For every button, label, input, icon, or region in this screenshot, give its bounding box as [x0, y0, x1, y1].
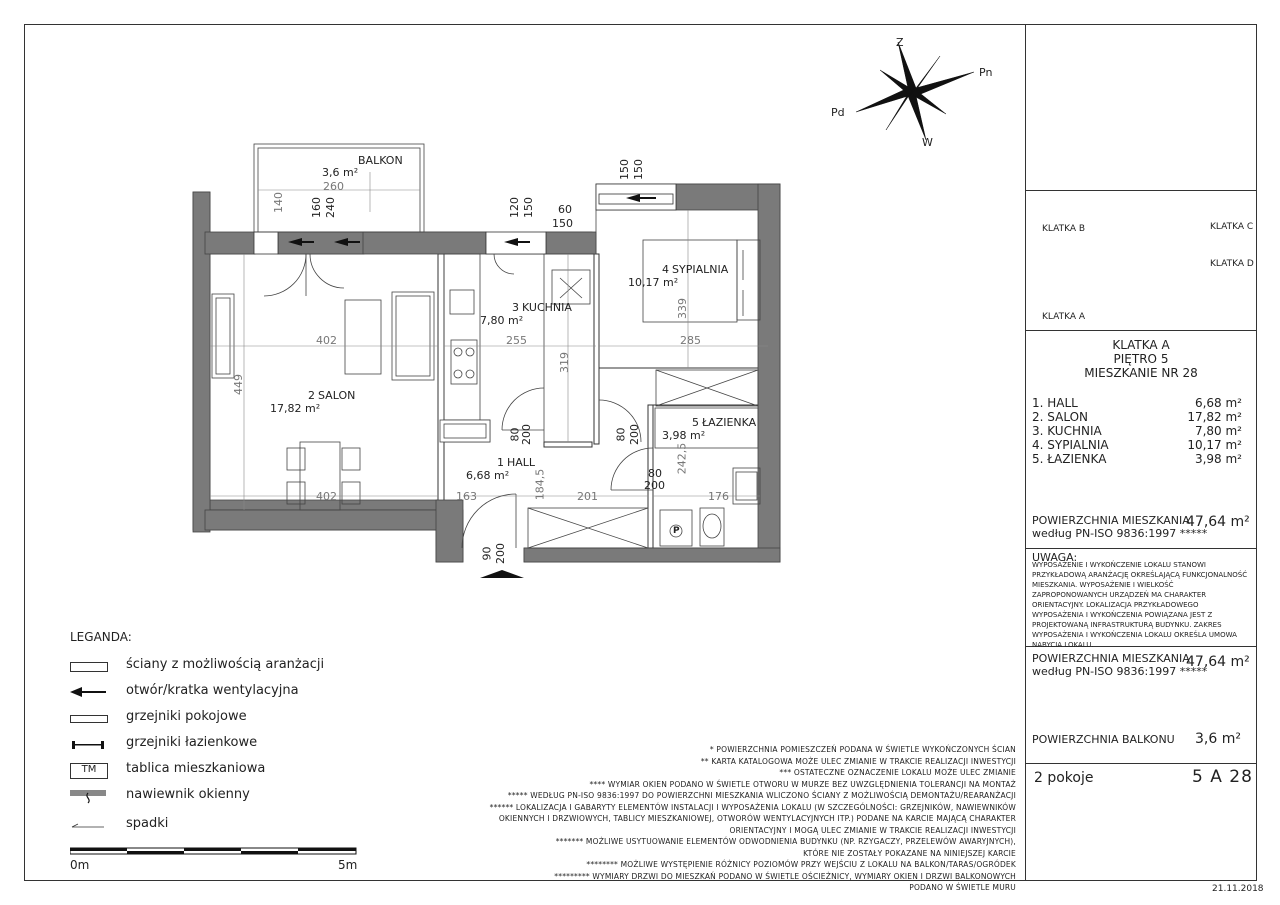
radiator-symbol [70, 715, 108, 723]
dim: 60 [558, 203, 572, 216]
dim: 402 [316, 490, 337, 503]
scale-bar [70, 846, 360, 858]
dim: 449 [232, 374, 245, 395]
key-label: KLATKA B [1042, 224, 1086, 234]
footnote: ******** MOŻLIWE WYSTĘPIENIE RÓŻNICY POZIOMÓW PRZY WEJŚCIU Z LOKALU NA BALKON/TARAS/OGRÓDEK [586, 860, 1016, 869]
dim: 200 [644, 479, 665, 492]
footnote: ***** WEDŁUG PN-ISO 9836:1997 DO POWIERZCHNI MIESZKANIA WLICZONO ŚCIANY Z MOŻLIWOŚCIĄ DEMONTAŻU/REARANŻACJI [507, 791, 1016, 800]
footnote: ** KARTA KATALOGOWA MOŻE ULEC ZMIANIE W TRAKCIE REALIZACJI INWESTYCJI [700, 756, 1016, 766]
footnote: OKIENNYCH I DRZWIOWYCH, TABLICY MIESZKANIOWEJ, OTWORÓW WENTYLACYJNYCH ITP.) PODANE NA KARCIE MAJĄCĄ CHARAKTER [498, 814, 1016, 823]
total-area-norm: według PN-ISO 9836:1997 ***** [1032, 527, 1208, 540]
footnotes [440, 744, 1016, 894]
scale-end: 5m [338, 858, 358, 872]
footnote: ******* MOŻLIWE USYTUOWANIE ELEMENTÓW ODWODNIENIA BUDYNKU (NP. RZYGACZY, PRZELEWÓW AWARYJNYCH), [555, 837, 1016, 846]
dim: 200 [494, 543, 507, 564]
scale-start: 0m [70, 858, 90, 872]
footnote: ****** LOKALIZACJA I GABARYTY ELEMENTÓW INSTALACJI I WYPOSAŻENIA LOKALU (W SZCZEGÓLNOŚCI: GRZEJNIKÓW, NAWIEWNIKÓW [489, 802, 1016, 812]
compass-s: W [922, 136, 933, 149]
salon-area: 17,82 m² [270, 402, 321, 415]
panel-divider [1025, 763, 1257, 764]
unit-apartment: MIESZKANIE NR 28 [1084, 366, 1198, 380]
compass-w: Pd [831, 106, 845, 119]
dim: 319 [558, 352, 571, 373]
kuchnia-num: 3 [512, 301, 519, 314]
dim: 150 [618, 159, 631, 180]
lazienka-name: ŁAZIENKA [702, 416, 757, 429]
total-area-2-label: POWIERZCHNIA MIESZKANIA [1032, 652, 1190, 665]
room-row: 5. ŁAZIENKA 3,98 m² [1032, 452, 1242, 466]
key-label: KLATKA D [1210, 259, 1254, 269]
compass-n: Z [896, 36, 904, 49]
dim: 402 [316, 334, 337, 347]
dim: 285 [680, 334, 701, 347]
panel-divider [1025, 190, 1257, 191]
wardrobe-partition [544, 442, 592, 447]
dim: P [673, 526, 680, 536]
salon-num: 2 [308, 389, 315, 402]
unit-floor: PIĘTRO 5 [1113, 352, 1169, 366]
total-area-value: 47,64 m² [1186, 514, 1250, 530]
dim: 80 [648, 467, 662, 480]
dim: 240 [324, 197, 337, 218]
lazienka-num: 5 [692, 416, 699, 429]
uwaga-title: UWAGA: [1032, 551, 1078, 564]
dim: 200 [628, 424, 641, 445]
vent-symbol [70, 685, 106, 699]
room-row: 4. SYPIALNIA 10,17 m² [1032, 438, 1242, 452]
floor-plan-sheet: Z Pn Pd W BALKON 3,6 m² 2 SALON 17,82 m² 3 KUCHNIA 7,80 m² 4 SYPIALNIA 10,17 m² 5 ŁAZIENKA 3,98 m² 1 HALL 6,68 m² 260 140 160 240 120 150 150 150 60 150 402 255 285 449 339 319 80 200 80 200 80 200 184,5 242,5 402 163 201 176 90 200 P KLATKA B KLATKA C KLATKA D KLATKA A KLATKA A PIĘTRO 5 MIESZKANIE NR 28 1. HALL 6,68 m² 2. SALON 17,82 m² 3. KUCHNIA 7,80 m² 4. SYPIALNIA 10,17 m² 5. ŁAZIENKA 3,98 m² POWIERZCHNIA MIESZKANIA według PN-ISO 9836:1997 ***** 47,64 m² UWAGA: WYPOSAŻENIE I WYKOŃCZENIE LOKALU STANOWI PRZYKŁADOWĄ ARANŻACJĘ OKREŚLAJĄCĄ FUNKCJONALNOŚĆ MIESZKANIA. WYPOSAŻENIE I WIELKOŚĆ ZAPROPONOWANYCH URZĄDZEŃ MA CHARAKTER ORIENTACYJNY. LOKALIZACJA PRZYKŁADOWEGO WYPOSAŻENIA I WYKOŃCZENIA POWIĄZANA JEST Z PROJEKTOWANĄ INFRASTRUKTURĄ BUDYNKU. ZAKRES WYPOSAŻENIA I WYKOŃCZENIA LOKALU OKREŚLA UMOWA NABYCIA LOKALU. POWIERZCHNIA MIESZKANIA według PN-ISO 9836:1997 ***** 47,64 m² POWIERZCHNIA BALKONU 3,6 m² 2 pokoje 5 A 28 21.11.2018 LEGANDA: ściany z możliwością aranżacji otwór/kratka wentylacyjna grzejniki pokojowe grzejniki łazienkowe TM tablica mieszkaniowa nawiewnik okienny spadki 0m 5m * POWIERZCHNIA POMIESZCZEŃ PODANA W ŚWIETLE WYKOŃCZONYCH ŚCIAN ** KARTA KATALOGOWA MOŻE ULEC ZMIANIE W TRAKCIE REALIZACJI INWESTYCJI *** OSTATECZNE OZNACZENIE LOKALU MOŻE ULEC ZMIANIE **** WYMIAR OKIEN PODANO W ŚWIETLE OTWORU W MURZE BEZ UWZGLĘDNIENIA TOLERANCJI NA MONTAŻ ***** WEDŁUG PN-ISO 9836:1997 DO POWIERZCHNI MIESZKANIA WLICZONO ŚCIANY Z MOŻLIWOŚCIĄ DEMONTAŻU/REARANŻACJI ****** LOKALIZACJA I GABARYTY ELEMENTÓW INSTALACJI I WYPOSAŻENIA LOKALU (W SZCZEGÓLNOŚCI: GRZEJNIKÓW, NAWIEWNIKÓW OKIENNYCH I DRZWIOWYCH, TABLICY MIESZKANIOWEJ, OTWORÓW WENTYLACYJNYCH ITP.) PODANE NA KARCIE MAJĄCĄ CHARAKTER ORIENTACYJNY I MOGĄ ULEC ZMIANIE W TRAKCIE REALIZACJI INWESTYCJI ******* MOŻLIWE USYTUOWANIE ELEMENTÓW ODWODNIENIA BUDYNKU (NP. RZYGACZY, PRZELEWÓW AWARYJNYCH), KTÓRE NIE ZOSTAŁY POKAZANE NA NINIEJSZEJ KARCIE ******** MOŻLIWE WYSTĘPIENIE RÓŻNICY POZIOMÓW PRZY WEJŚCIU Z LOKALU NA BALKON/TARAS/OGRÓDEK ********* WYMIARY DRZWI DO MIESZKAŃ PODANO W ŚWIETLE OŚCIEŻNICY, WYMIARY OKIEN I DRZWI BALKONOWYCH PODANO W ŚWIETLE MURU [0, 0, 1280, 905]
footnote: * POWIERZCHNIA POMIESZCZEŃ PODANA W ŚWIETLE WYKOŃCZONYCH ŚCIAN [709, 745, 1016, 754]
dim: 200 [520, 424, 533, 445]
dim: 80 [508, 427, 522, 442]
footnote: ********* WYMIARY DRZWI DO MIESZKAŃ PODANO W ŚWIETLE OŚCIEŻNICY, WYMIARY OKIEN I DRZWI BALKONOWYCH [554, 871, 1016, 881]
dim: 201 [577, 490, 598, 503]
balkon-name: BALKON [358, 154, 403, 167]
uwaga-text: WYPOSAŻENIE I WYKOŃCZENIE LOKALU STANOWI PRZYKŁADOWĄ ARANŻACJĘ OKREŚLAJĄCĄ FUNKCJONALNOŚĆ MIESZKANIA. WYPOSAŻENIE I WIELKOŚĆ ZAPROPONOWANYCH URZĄDZEŃ MA CHARAKTER ORIENTACYJNY. LOKALIZACJA PRZYKŁADOWEGO WYPOSAŻENIA I WYKOŃCZENIA POWIĄZANA JEST Z PROJEKTOWANĄ INFRASTRUKTURĄ BUDYNKU. ZAKRES WYPOSAŻENIA I WYKOŃCZENIA LOKALU OKREŚLA UMOWA NABYCIA LOKALU. [1032, 561, 1248, 649]
hall-name: HALL [507, 456, 536, 469]
compass-rose [856, 42, 974, 140]
unit-staircase: KLATKA A [1112, 338, 1170, 352]
footnote: **** WYMIAR OKIEN PODANO W ŚWIETLE OTWORU W MURZE BEZ UWZGLĘDNIENIA TOLERANCJI NA MONTAŻ [589, 779, 1016, 789]
dim: 80 [614, 427, 628, 442]
kuchnia-area: 7,80 m² [480, 314, 524, 327]
wall-symbol [70, 662, 108, 672]
kitchen-left-partition [438, 254, 444, 510]
balcony-area-value: 3,6 m² [1195, 731, 1241, 747]
dim: 176 [708, 490, 729, 503]
bathroom-fixtures [528, 370, 760, 548]
bath-radiator-symbol [70, 737, 106, 751]
dim: 90 [480, 546, 494, 561]
sypialnia-area: 10,17 m² [628, 276, 679, 289]
dim: 260 [323, 180, 344, 193]
dim: 140 [272, 192, 285, 213]
total-area-2-norm: według PN-ISO 9836:1997 ***** [1032, 665, 1208, 678]
balcony-area-label: POWIERZCHNIA BALKONU [1032, 733, 1175, 746]
kitchen-right-partition [594, 254, 599, 444]
dim: 150 [632, 159, 645, 180]
summary-code: 5 A 28 [1192, 767, 1253, 787]
footnote: *** OSTATECZNE OZNACZENIE LOKALU MOŻE ULEC ZMIANIE [779, 768, 1016, 777]
dim: 255 [506, 334, 527, 347]
key-label: KLATKA A [1042, 312, 1085, 322]
hall-num: 1 [497, 456, 504, 469]
dim: 150 [522, 197, 535, 218]
trickle-vent-symbol [70, 787, 106, 805]
balkon-area: 3,6 m² [322, 166, 359, 179]
dim: 339 [676, 298, 689, 319]
dim: 163 [456, 490, 477, 503]
lazienka-area: 3,98 m² [662, 429, 706, 442]
dim: 160 [310, 197, 323, 218]
salon-name: SALON [318, 389, 356, 402]
date: 21.11.2018 [1212, 884, 1264, 894]
room-row: 3. KUCHNIA 7,80 m² [1032, 424, 1242, 438]
footnote: KTÓRE NIE ZOSTAŁY POKAZANE NA NINIEJSZEJ KARCIE [803, 848, 1016, 858]
dim: 184,5 [533, 468, 547, 501]
footnote: PODANO W ŚWIETLE MURU [909, 883, 1016, 892]
key-label: KLATKA C [1210, 222, 1254, 232]
room-row: 2. SALON 17,82 m² [1032, 410, 1242, 424]
panel-divider [1025, 330, 1257, 331]
room-row: 1. HALL 6,68 m² [1032, 396, 1242, 410]
footnote: ORIENTACYJNY I MOGĄ ULEC ZMIANIE W TRAKCIE REALIZACJI INWESTYCJI [729, 825, 1016, 835]
sypialnia-num: 4 [662, 263, 669, 276]
kuchnia-name: KUCHNIA [522, 301, 572, 314]
summary-rooms: 2 pokoje [1034, 770, 1094, 786]
slope-symbol [70, 818, 106, 832]
legend-title: LEGANDA: [70, 630, 132, 644]
partitions [438, 254, 768, 548]
dim: 120 [508, 197, 521, 218]
total-area-label: POWIERZCHNIA MIESZKANIA [1032, 514, 1190, 527]
compass-e: Pn [979, 66, 993, 79]
sypialnia-name: SYPIALNIA [672, 263, 729, 276]
panel-divider [1025, 548, 1257, 549]
kitchen-counter [440, 254, 594, 442]
total-area-2-value: 47,64 m² [1186, 654, 1250, 670]
dim: 242,5 [675, 442, 689, 475]
tm-symbol: TM [70, 763, 108, 779]
dim: 150 [552, 217, 573, 230]
hall-area: 6,68 m² [466, 469, 510, 482]
